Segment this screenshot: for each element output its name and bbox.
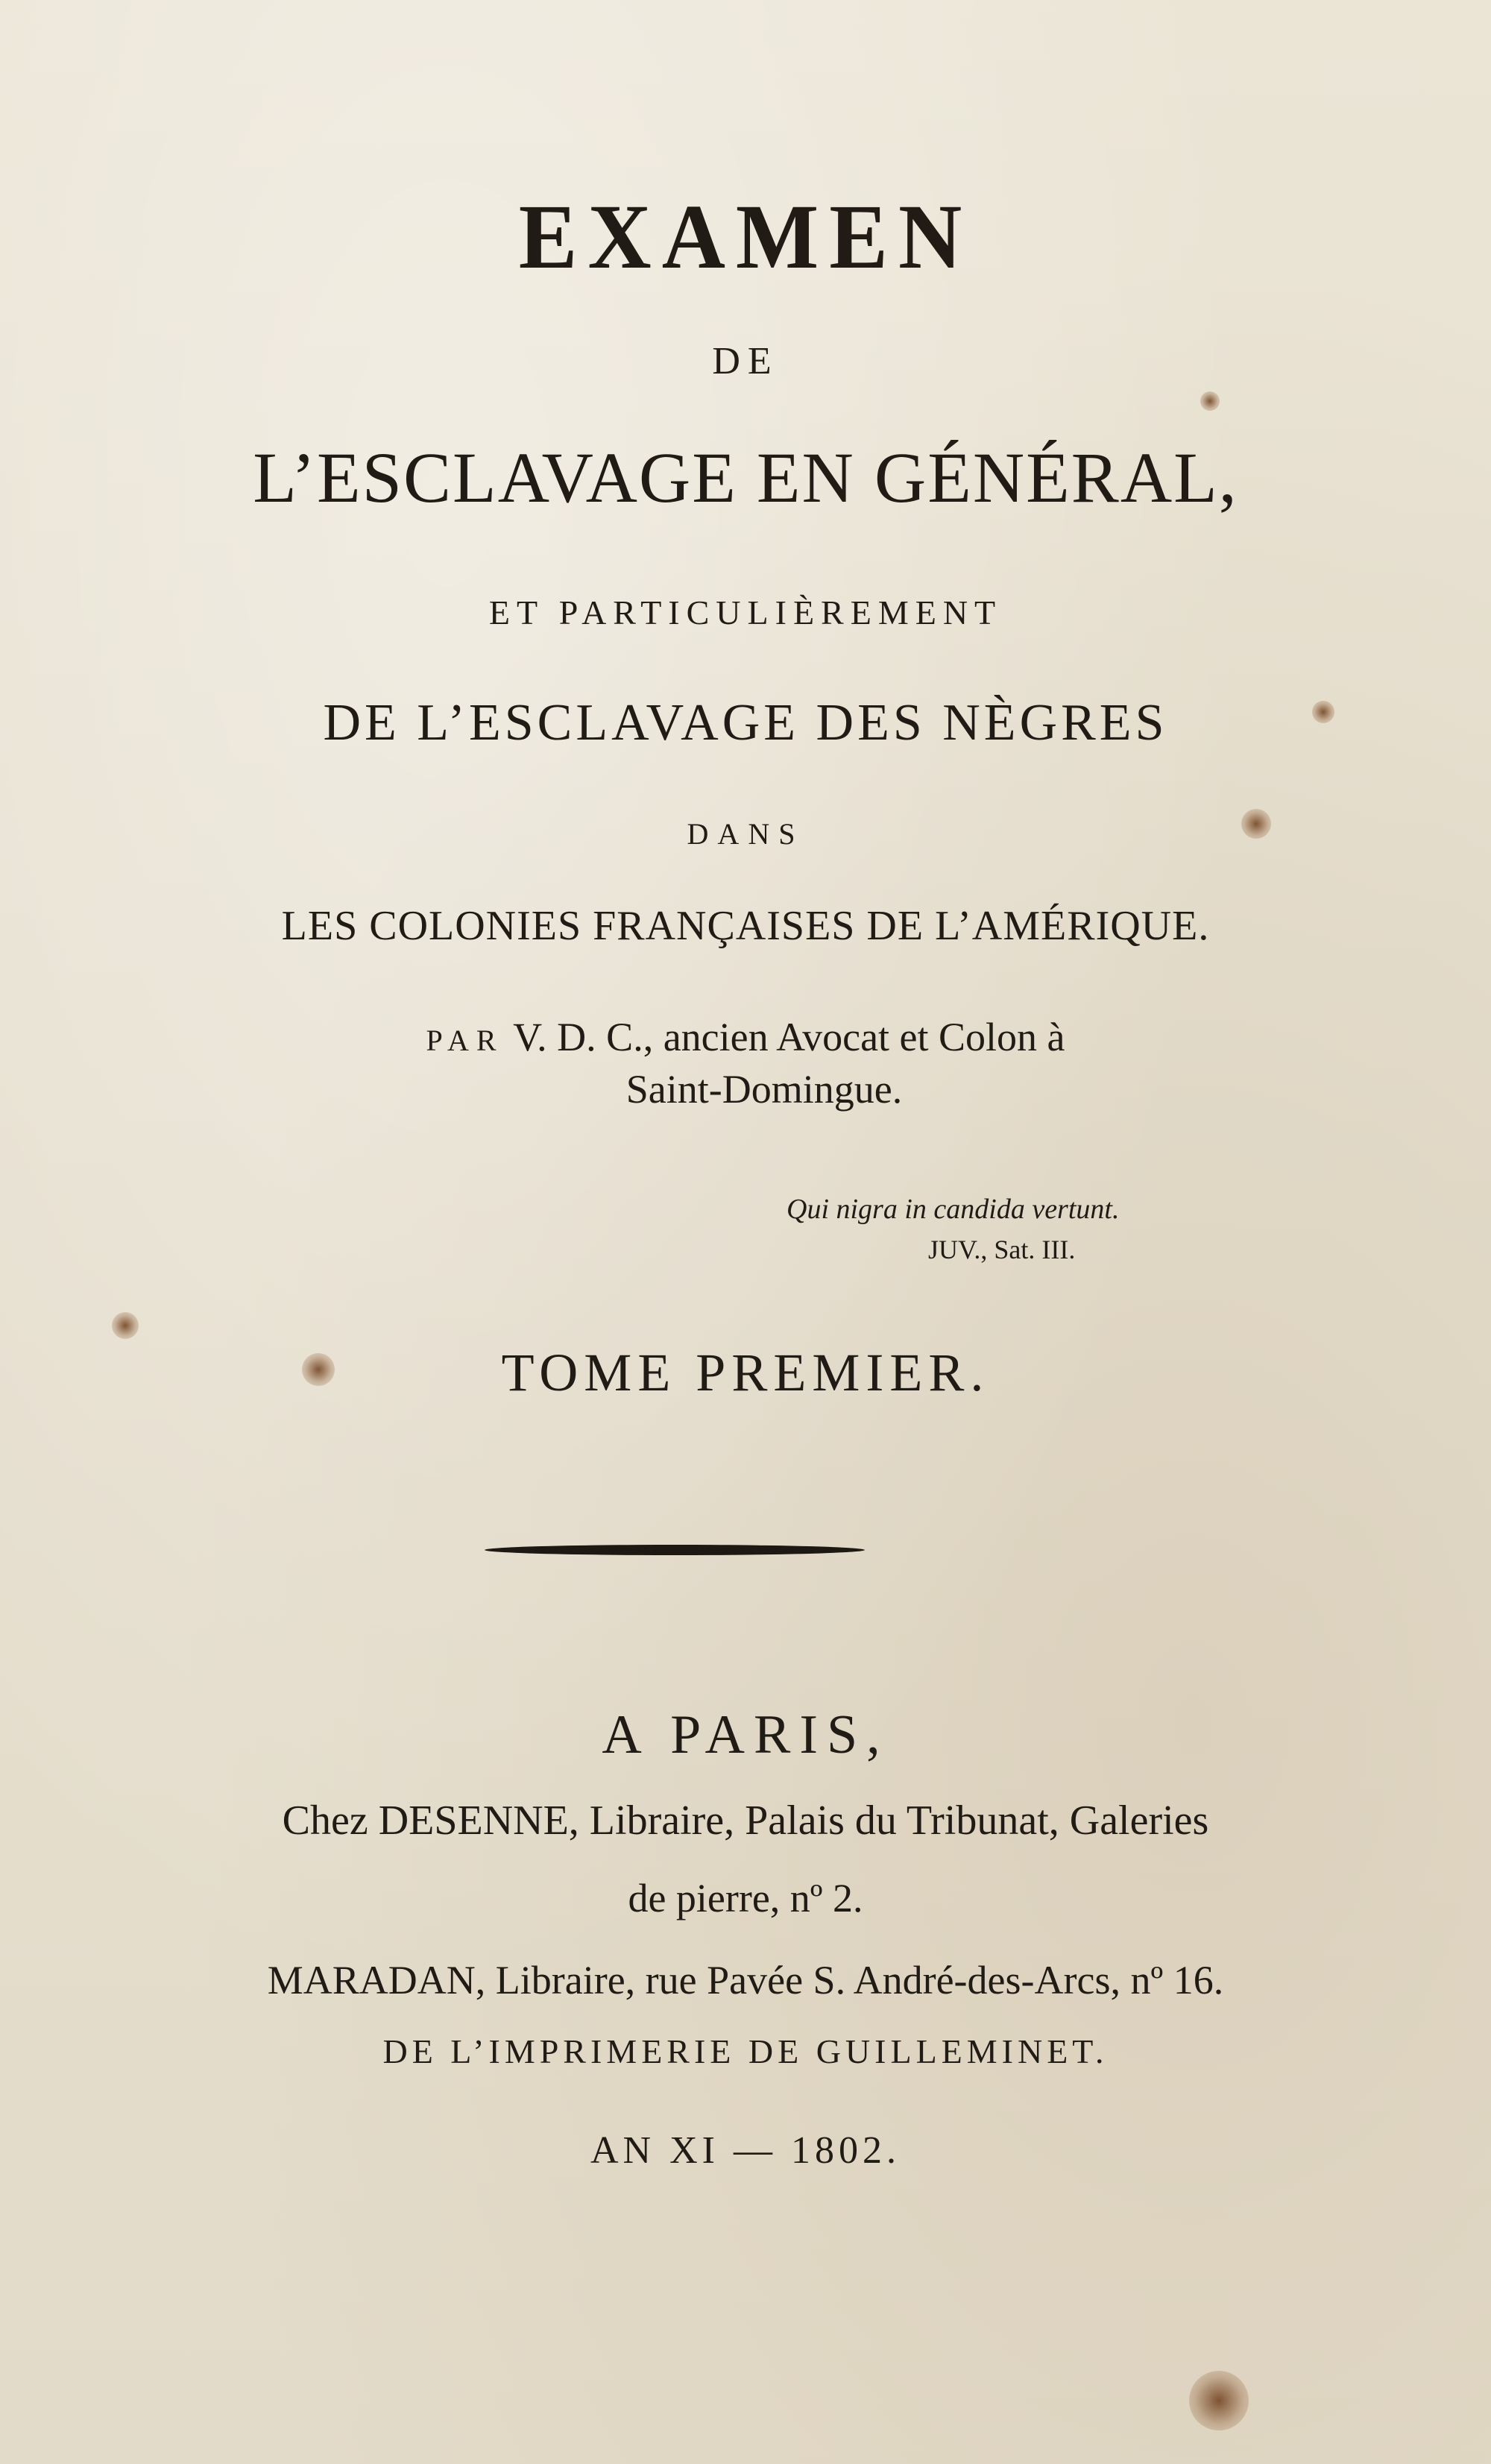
foxing-spot: [1189, 2371, 1249, 2430]
title-de: DE: [712, 340, 779, 382]
epigraph-source: JUV., Sat. III.: [928, 1235, 1076, 1264]
epigraph-quote: Qui nigra in candida vertunt.: [787, 1194, 1120, 1225]
title-dans: DANS: [687, 817, 804, 851]
author-line-1: [67, 1014, 1424, 1060]
title-esclavage-negres: DE L’ESCLAVAGE DES NÈGRES: [323, 694, 1168, 752]
title-esclavage-general: L’ESCLAVAGE EN GÉNÉRAL,: [253, 438, 1238, 517]
title-colonies: LES COLONIES FRANÇAISES DE L’AMÉRIQUE.: [281, 903, 1210, 949]
foxing-spot: [1200, 391, 1220, 411]
title-particulierement: ET PARTICULIÈREMENT: [488, 593, 1003, 631]
imprint-publisher-1-address: de pierre, nº 2.: [628, 1876, 863, 1921]
author-name: V. D. C., ancien Avocat et Colon à: [513, 1015, 1065, 1059]
foxing-spot: [112, 1312, 139, 1339]
author-line-2: Saint-Domingue.: [625, 1067, 903, 1112]
imprint-publisher-1: Chez DESENNE, Libraire, Palais du Tribunat, Galeries: [282, 1797, 1209, 1844]
imprint-printer: DE L’IMPRIMERIE DE GUILLEMINET.: [382, 2032, 1109, 2070]
imprint-date: AN XI — 1802.: [590, 2129, 901, 2172]
ornamental-rule: [485, 1545, 865, 1555]
title-examen: EXAMEN: [518, 185, 973, 289]
volume-label: TOME PREMIER.: [501, 1343, 990, 1402]
author-par: PAR: [426, 1024, 504, 1057]
imprint-city: A PARIS,: [602, 1704, 889, 1765]
imprint-publisher-2: MARADAN, Libraire, rue Pavée S. André-des-Arcs, nº 16.: [267, 1958, 1224, 2003]
